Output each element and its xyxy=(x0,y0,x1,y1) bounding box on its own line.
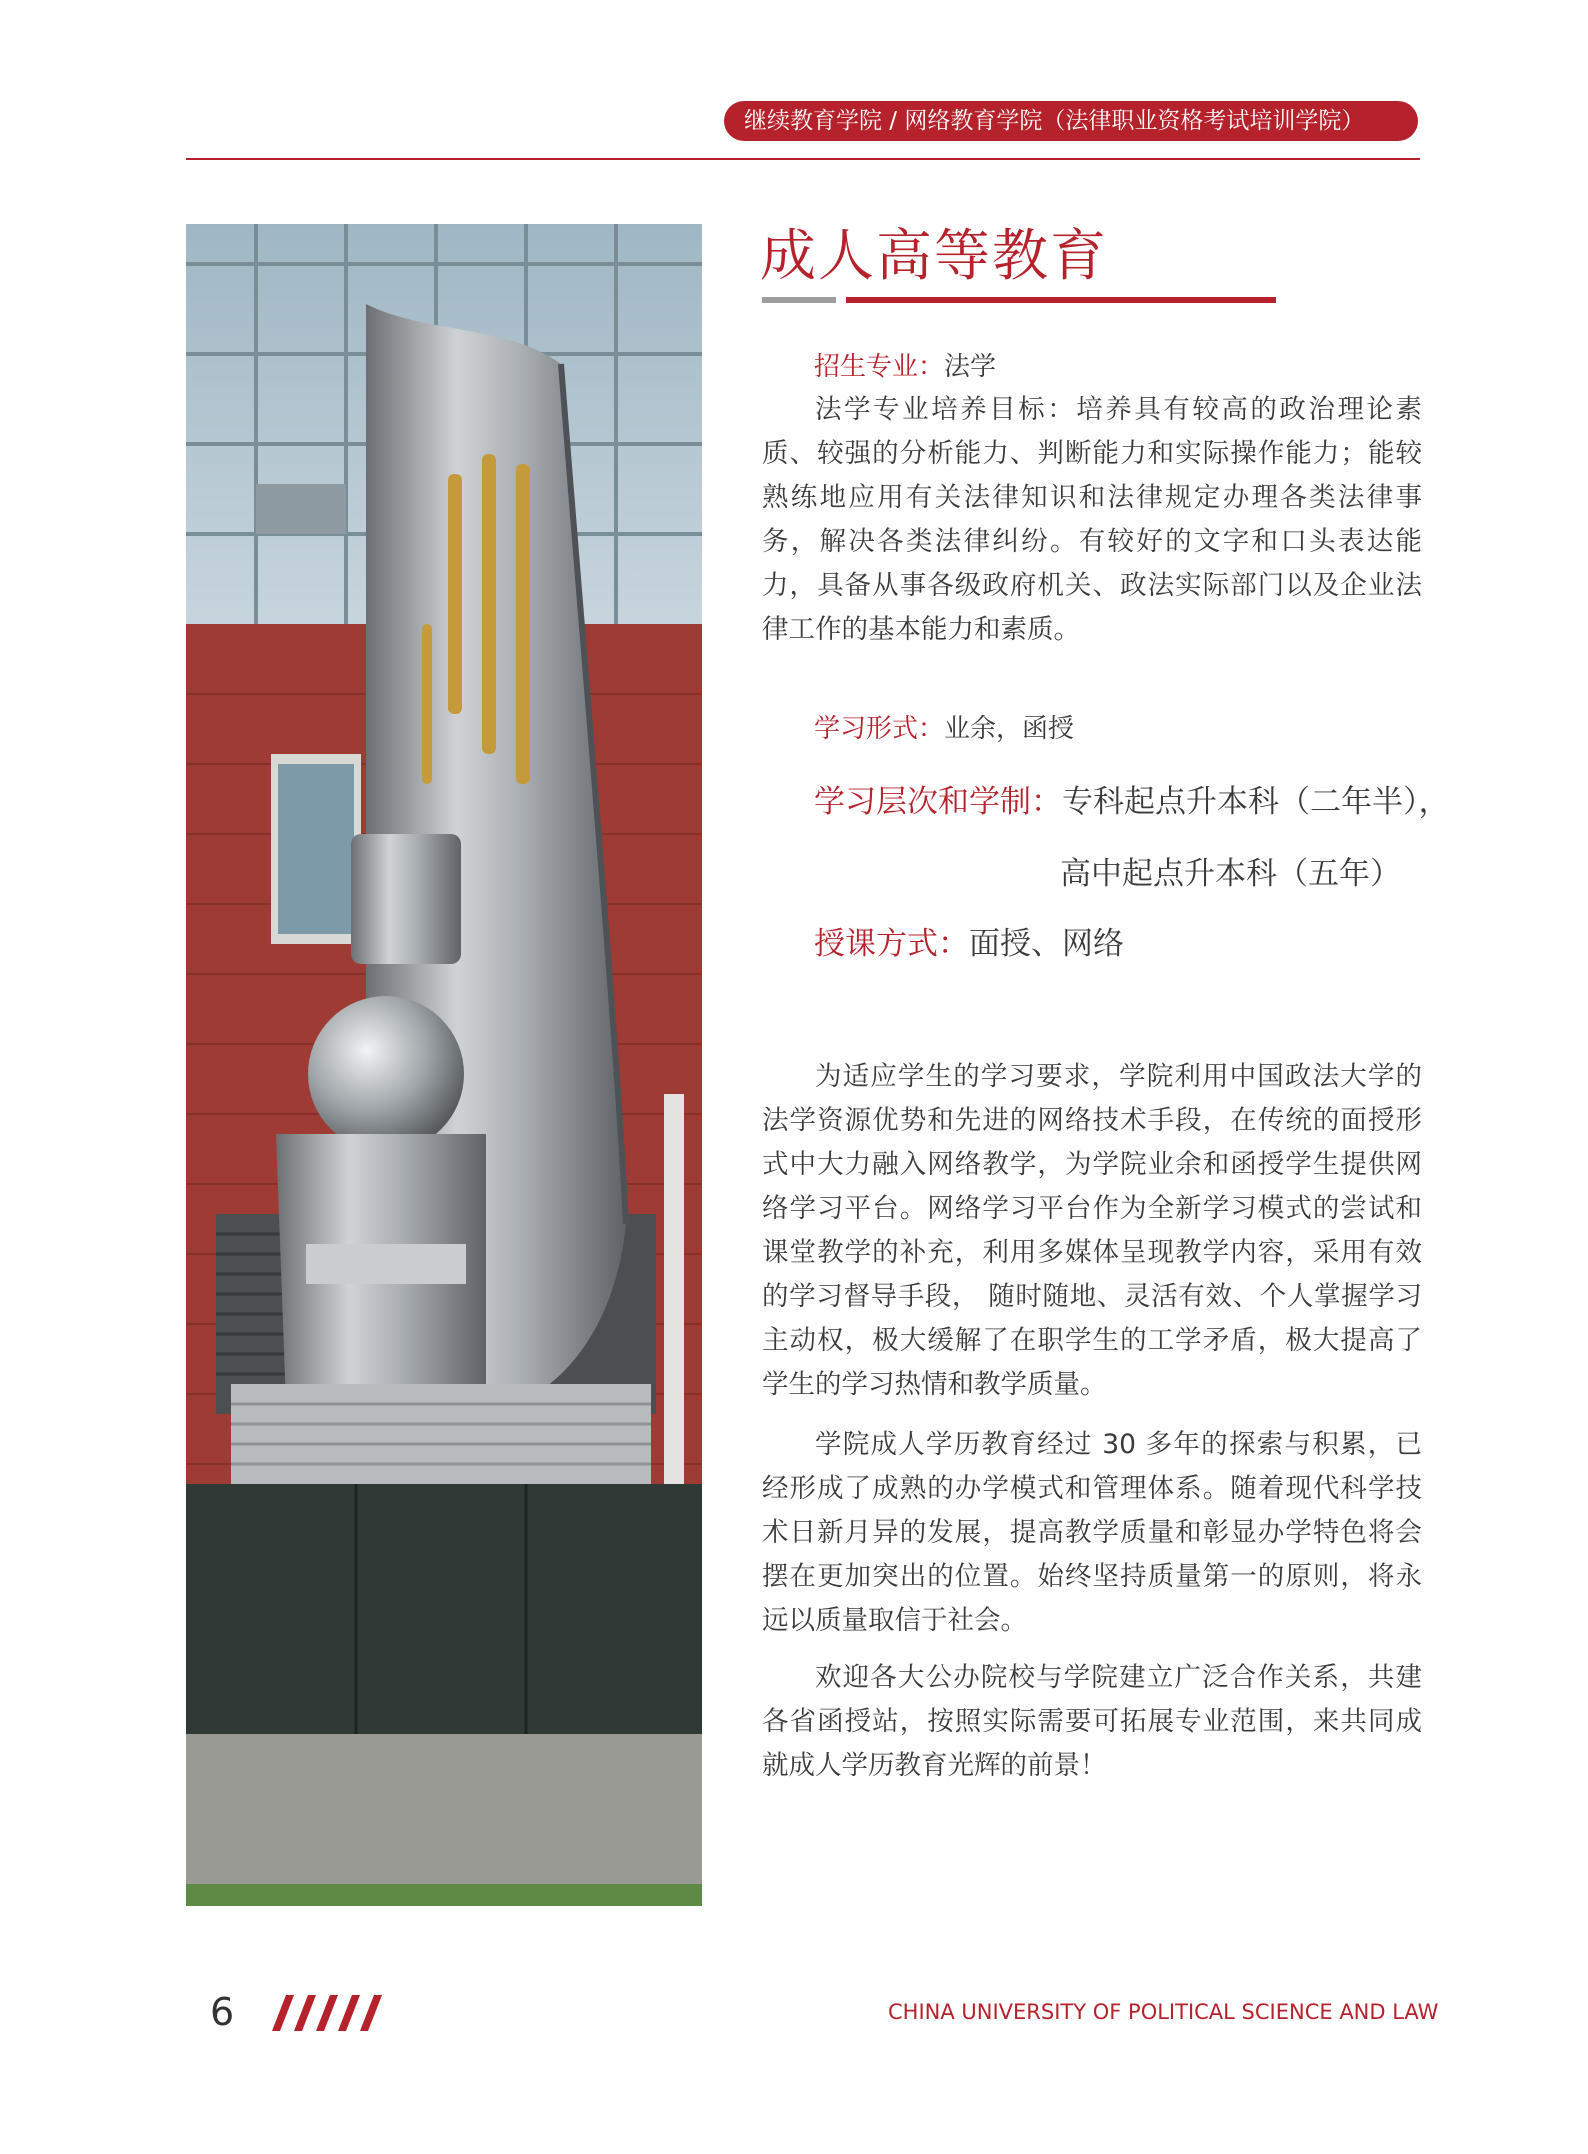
teaching-method-label: 授课方式： xyxy=(814,926,969,962)
title-underline-gray xyxy=(762,297,836,303)
stripes-decoration-icon xyxy=(262,1993,392,2033)
study-form-value: 业余，函授 xyxy=(944,714,1075,744)
study-level-line xyxy=(814,776,1450,821)
study-form-label: 学习形式： xyxy=(814,714,945,744)
study-level-value-2: 高中起点升本科（五年） xyxy=(1060,856,1401,892)
header-banner xyxy=(724,101,1418,141)
objective-paragraph: 法学专业培养目标：培养具有较高的政治理论素质、较强的分析能力、判断能力和实际操作能力；能较熟练地应用有关法律知识和法律规定办理各类法律事务，解决各类法律纠纷。有较好的文字和口头表达能力，具备从事各级政府机关、政法实际部门以及企业法律工作的基本能力和素质。 xyxy=(762,394,1422,645)
study-level-label: 学习层次和学制： xyxy=(814,784,1062,820)
title-underline-red xyxy=(846,297,1276,303)
sculpture-photo-image xyxy=(186,224,702,1906)
enrollment-label: 招生专业： xyxy=(814,352,945,382)
footer-university: CHINA UNIVERSITY OF POLITICAL SCIENCE AND LAW xyxy=(888,2000,1439,2024)
teaching-method-value: 面授、网络 xyxy=(969,926,1124,962)
body-paragraph-2: 学院成人学历教育经过 30 多年的探索与积累，已经形成了成熟的办学模式和管理体系。随着现代科学技术日新月异的发展，提高教学质量和彰显办学特色将会摆在更加突出的位置。始终坚持质量第一的原则，将永远以质量取信于社会。 xyxy=(762,1429,1422,1636)
study-level-value-1: 专科起点升本科（二年半）， xyxy=(1062,784,1450,820)
study-form-line xyxy=(814,708,1074,745)
page-title: 成人高等教育 xyxy=(760,224,1108,289)
enrollment-value: 法学 xyxy=(944,352,997,382)
teaching-method-line xyxy=(814,918,1124,963)
sculpture-photo xyxy=(186,224,702,1906)
header-divider xyxy=(186,158,1420,160)
page-number: 6 xyxy=(210,1990,235,2034)
header-institution: 继续教育学院 / 网络教育学院（法律职业资格考试培训学院） xyxy=(744,108,1365,134)
body-paragraph-3: 欢迎各大公办院校与学院建立广泛合作关系，共建各省函授站，按照实际需要可拓展专业范围，来共同成就成人学历教育光辉的前景！ xyxy=(762,1662,1422,1781)
enrollment-line xyxy=(814,346,996,383)
body-paragraph-1: 为适应学生的学习要求，学院利用中国政法大学的法学资源优势和先进的网络技术手段，在传统的面授形式中大力融入网络教学，为学院业余和函授学生提供网络学习平台。网络学习平台作为全新学习模式的尝试和课堂教学的补充，利用多媒体呈现教学内容，采用有效的学习督导手段， 随时随地、灵活有效、个人掌握学习主动权，极大缓解了在职学生的工学矛盾，极大提高了学生的学习热情和教学质量。 xyxy=(762,1061,1422,1400)
